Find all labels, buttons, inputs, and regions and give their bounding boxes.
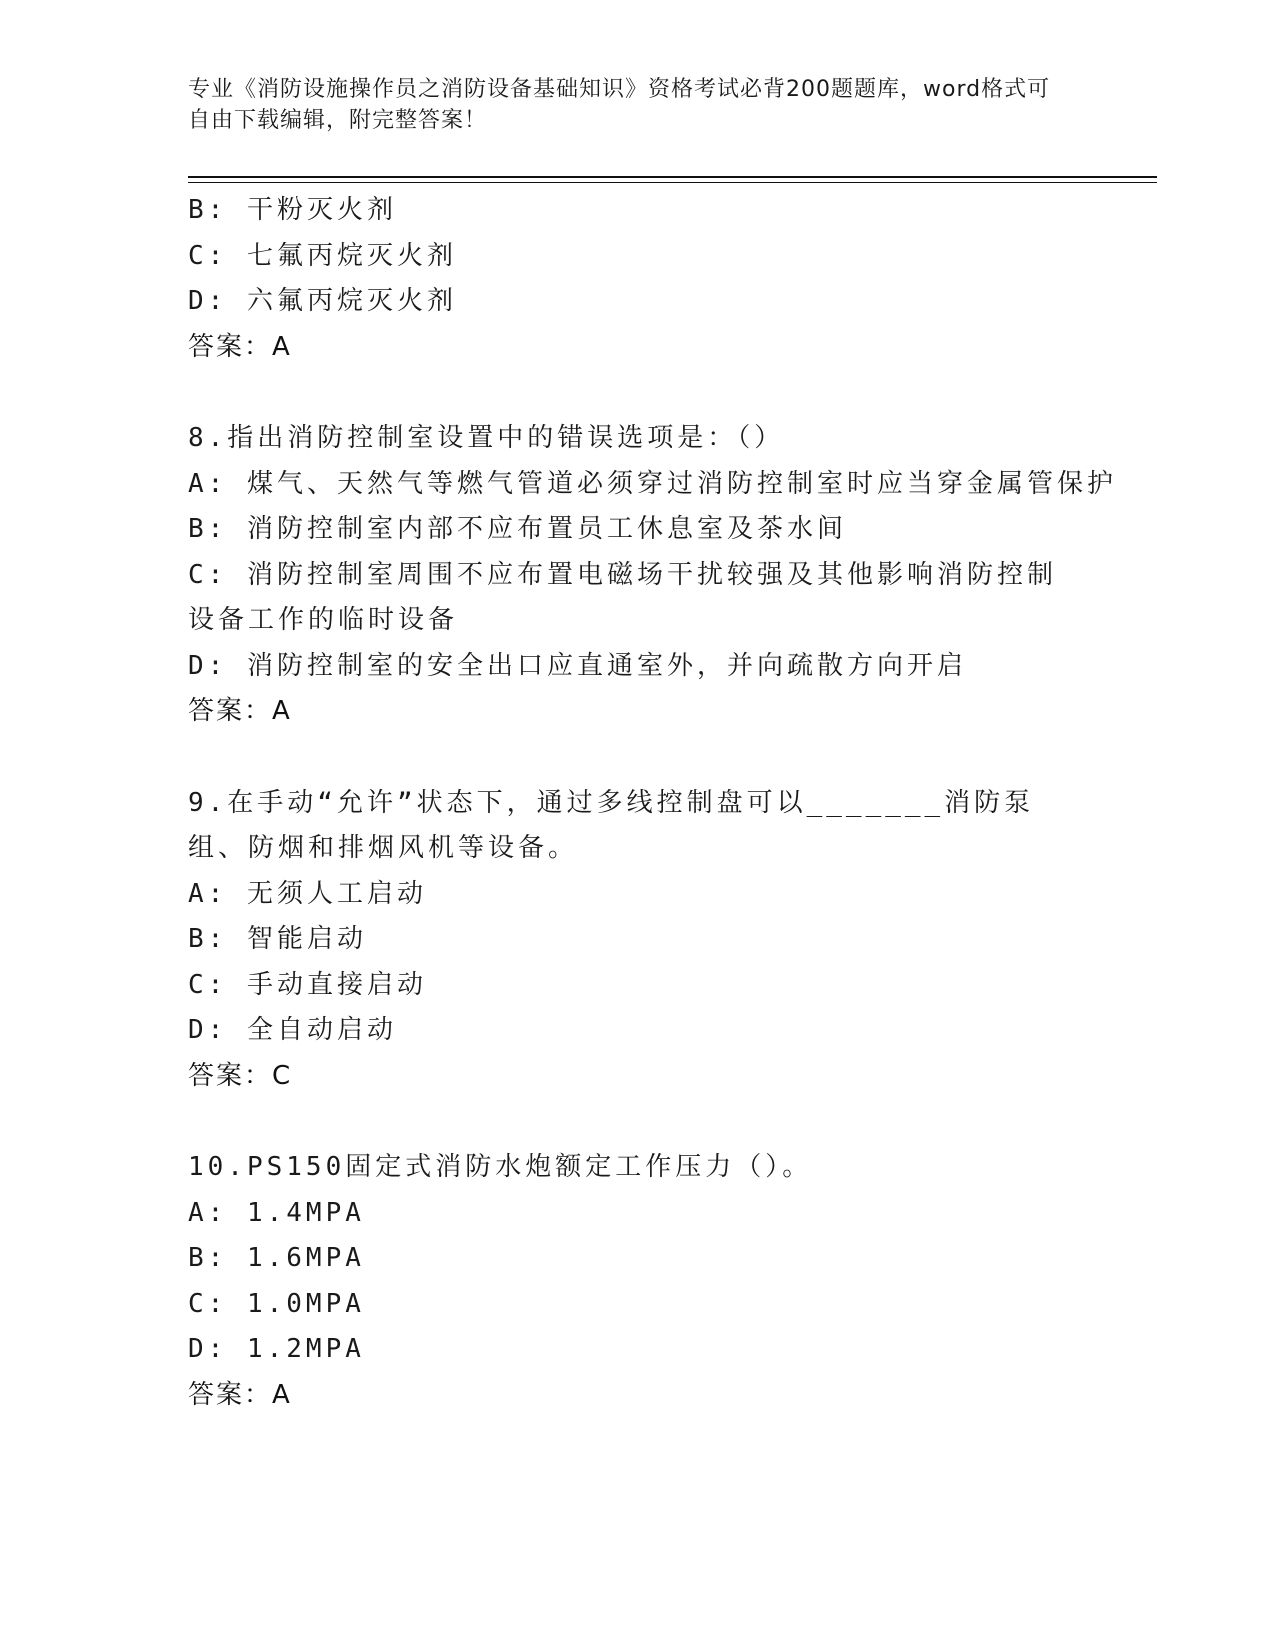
- answer-line: 答案：A: [188, 1379, 292, 1410]
- option-a: A: 无须人工启动: [188, 878, 427, 909]
- question-list: [188, 188, 1117, 1418]
- option-d: D: 六氟丙烷灭火剂: [188, 286, 457, 316]
- option-b: B: 智能启动: [188, 924, 367, 954]
- question-10: [188, 1145, 1088, 1418]
- answer-line: 答案：A: [188, 331, 292, 362]
- option-a: A: 煤气、天然气等燃气管道必须穿过消防控制室时应当穿金属管保护: [188, 468, 1117, 499]
- option-b: B: 1.6MPA: [188, 1243, 365, 1273]
- carryover-question: [188, 188, 1088, 370]
- option-c: C: 手动直接启动: [188, 969, 427, 1000]
- answer-line: 答案：A: [188, 696, 292, 726]
- option-b: B: 消防控制室内部不应布置员工休息室及茶水间: [188, 514, 847, 544]
- option-c: C: 七氟丙烷灭火剂: [188, 240, 457, 271]
- header-divider-thin: [188, 182, 1157, 183]
- answer-line: 答案：C: [188, 1060, 293, 1091]
- question-stem: 8.指出消防控制室设置中的错误选项是：（）: [188, 423, 785, 453]
- header-divider-thick: [188, 176, 1157, 178]
- page-header: 专业《消防设施操作员之消防设备基础知识》资格考试必背200题题库，word格式可自由下载编辑，附完整答案！: [188, 77, 1051, 133]
- option-d: D: 1.2MPA: [188, 1334, 365, 1364]
- option-c: C: 1.0MPA: [188, 1288, 365, 1319]
- question-stem: 9.在手动“允许”状态下，通过多线控制盘可以_______消防泵组、防烟和排烟风机等设备。: [188, 787, 1035, 863]
- option-d: D: 全自动启动: [188, 1015, 397, 1045]
- option-b: B: 干粉灭火剂: [188, 195, 397, 225]
- question-stem: 10.PS150固定式消防水炮额定工作压力（）。: [188, 1152, 813, 1182]
- option-c: C: 消防控制室周围不应布置电磁场干扰较强及其他影响消防控制设备工作的临时设备: [188, 559, 1057, 635]
- question-9: [188, 781, 1088, 1100]
- option-a: A: 1.4MPA: [188, 1197, 365, 1228]
- question-8: [188, 416, 1117, 735]
- option-d: D: 消防控制室的安全出口应直通室外，并向疏散方向开启: [188, 650, 967, 681]
